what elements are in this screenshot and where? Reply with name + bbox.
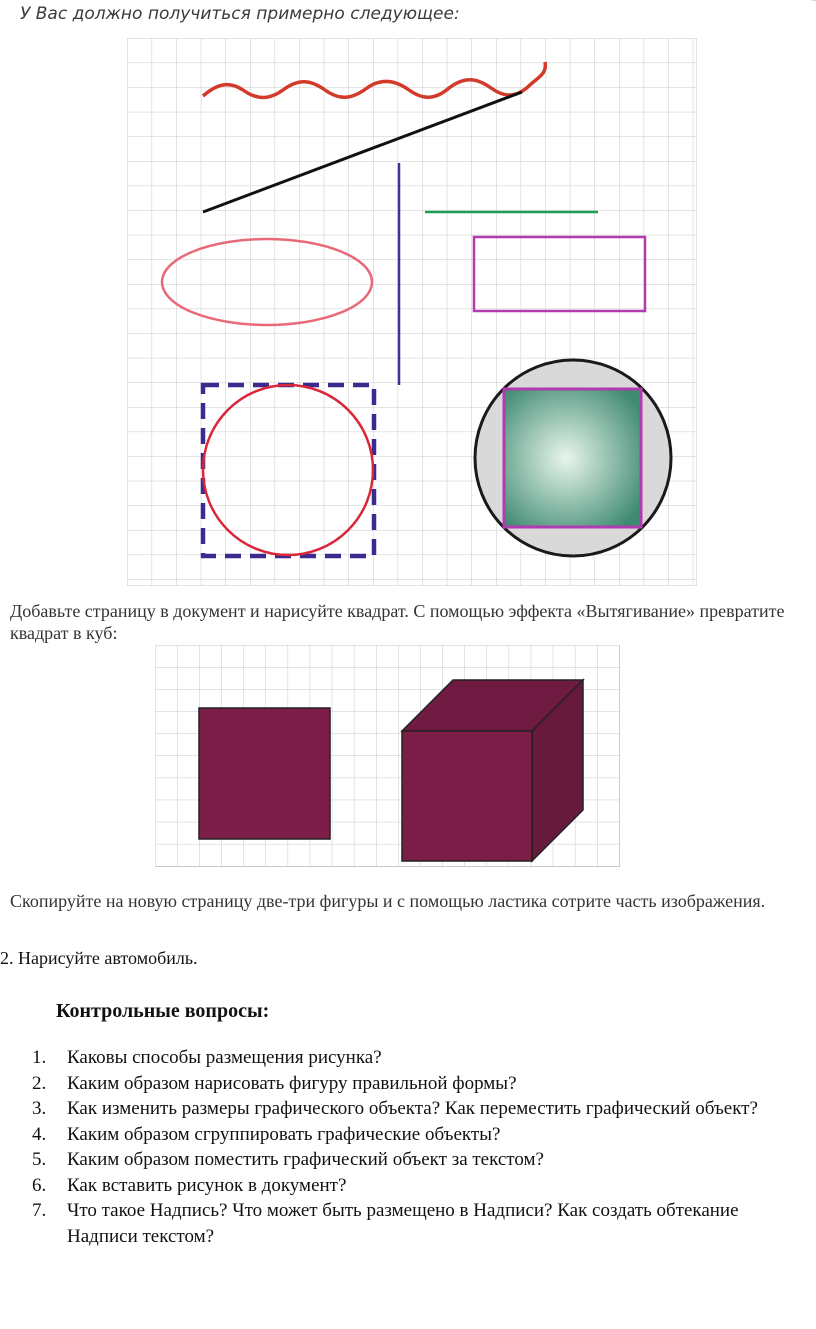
list-item: 4. Каким образом сгруппировать графические объекты? (32, 1123, 501, 1145)
control-questions-title: Контрольные вопросы: (56, 1000, 270, 1022)
cube-front-face (402, 731, 532, 861)
square-to-cube-figure (155, 645, 620, 867)
gradient-square (504, 389, 641, 527)
list-item: 3. Как изменить размеры графического объекта? Как переместить графический объект? (32, 1098, 758, 1119)
list-item: 5. Каким образом поместить графический объект за текстом? (32, 1149, 544, 1170)
example-caption: У Вас должно получиться примерно следующее: (20, 4, 460, 24)
task-draw-car: 2. Нарисуйте автомобиль. (0, 948, 198, 968)
instruction-extrude-cube: Добавьте страницу в документ и нарисуйте квадрат. С помощью эффекта «Вытягивание» превратите квадрат в куб: (10, 601, 785, 643)
instruction-eraser: Скопируйте на новую страницу две-три фигуры и с помощью ластика сотрите часть изображения. (10, 891, 766, 911)
shapes-example-figure (127, 38, 697, 586)
maroon-square (199, 708, 330, 839)
list-item: 2. Каким образом нарисовать фигуру правильной формы? (32, 1072, 517, 1094)
list-item: 1. Каковы способы размещения рисунка? (32, 1047, 382, 1068)
page-corner-decoration (755, 0, 816, 13)
list-item: 7. Что такое Надпись? Что может быть размещено в Надписи? Как создать обтекание Надписи текстом? (32, 1200, 739, 1247)
list-item: 6. Как вставить рисунок в документ? (32, 1174, 347, 1196)
control-questions-list (22, 1045, 802, 1249)
